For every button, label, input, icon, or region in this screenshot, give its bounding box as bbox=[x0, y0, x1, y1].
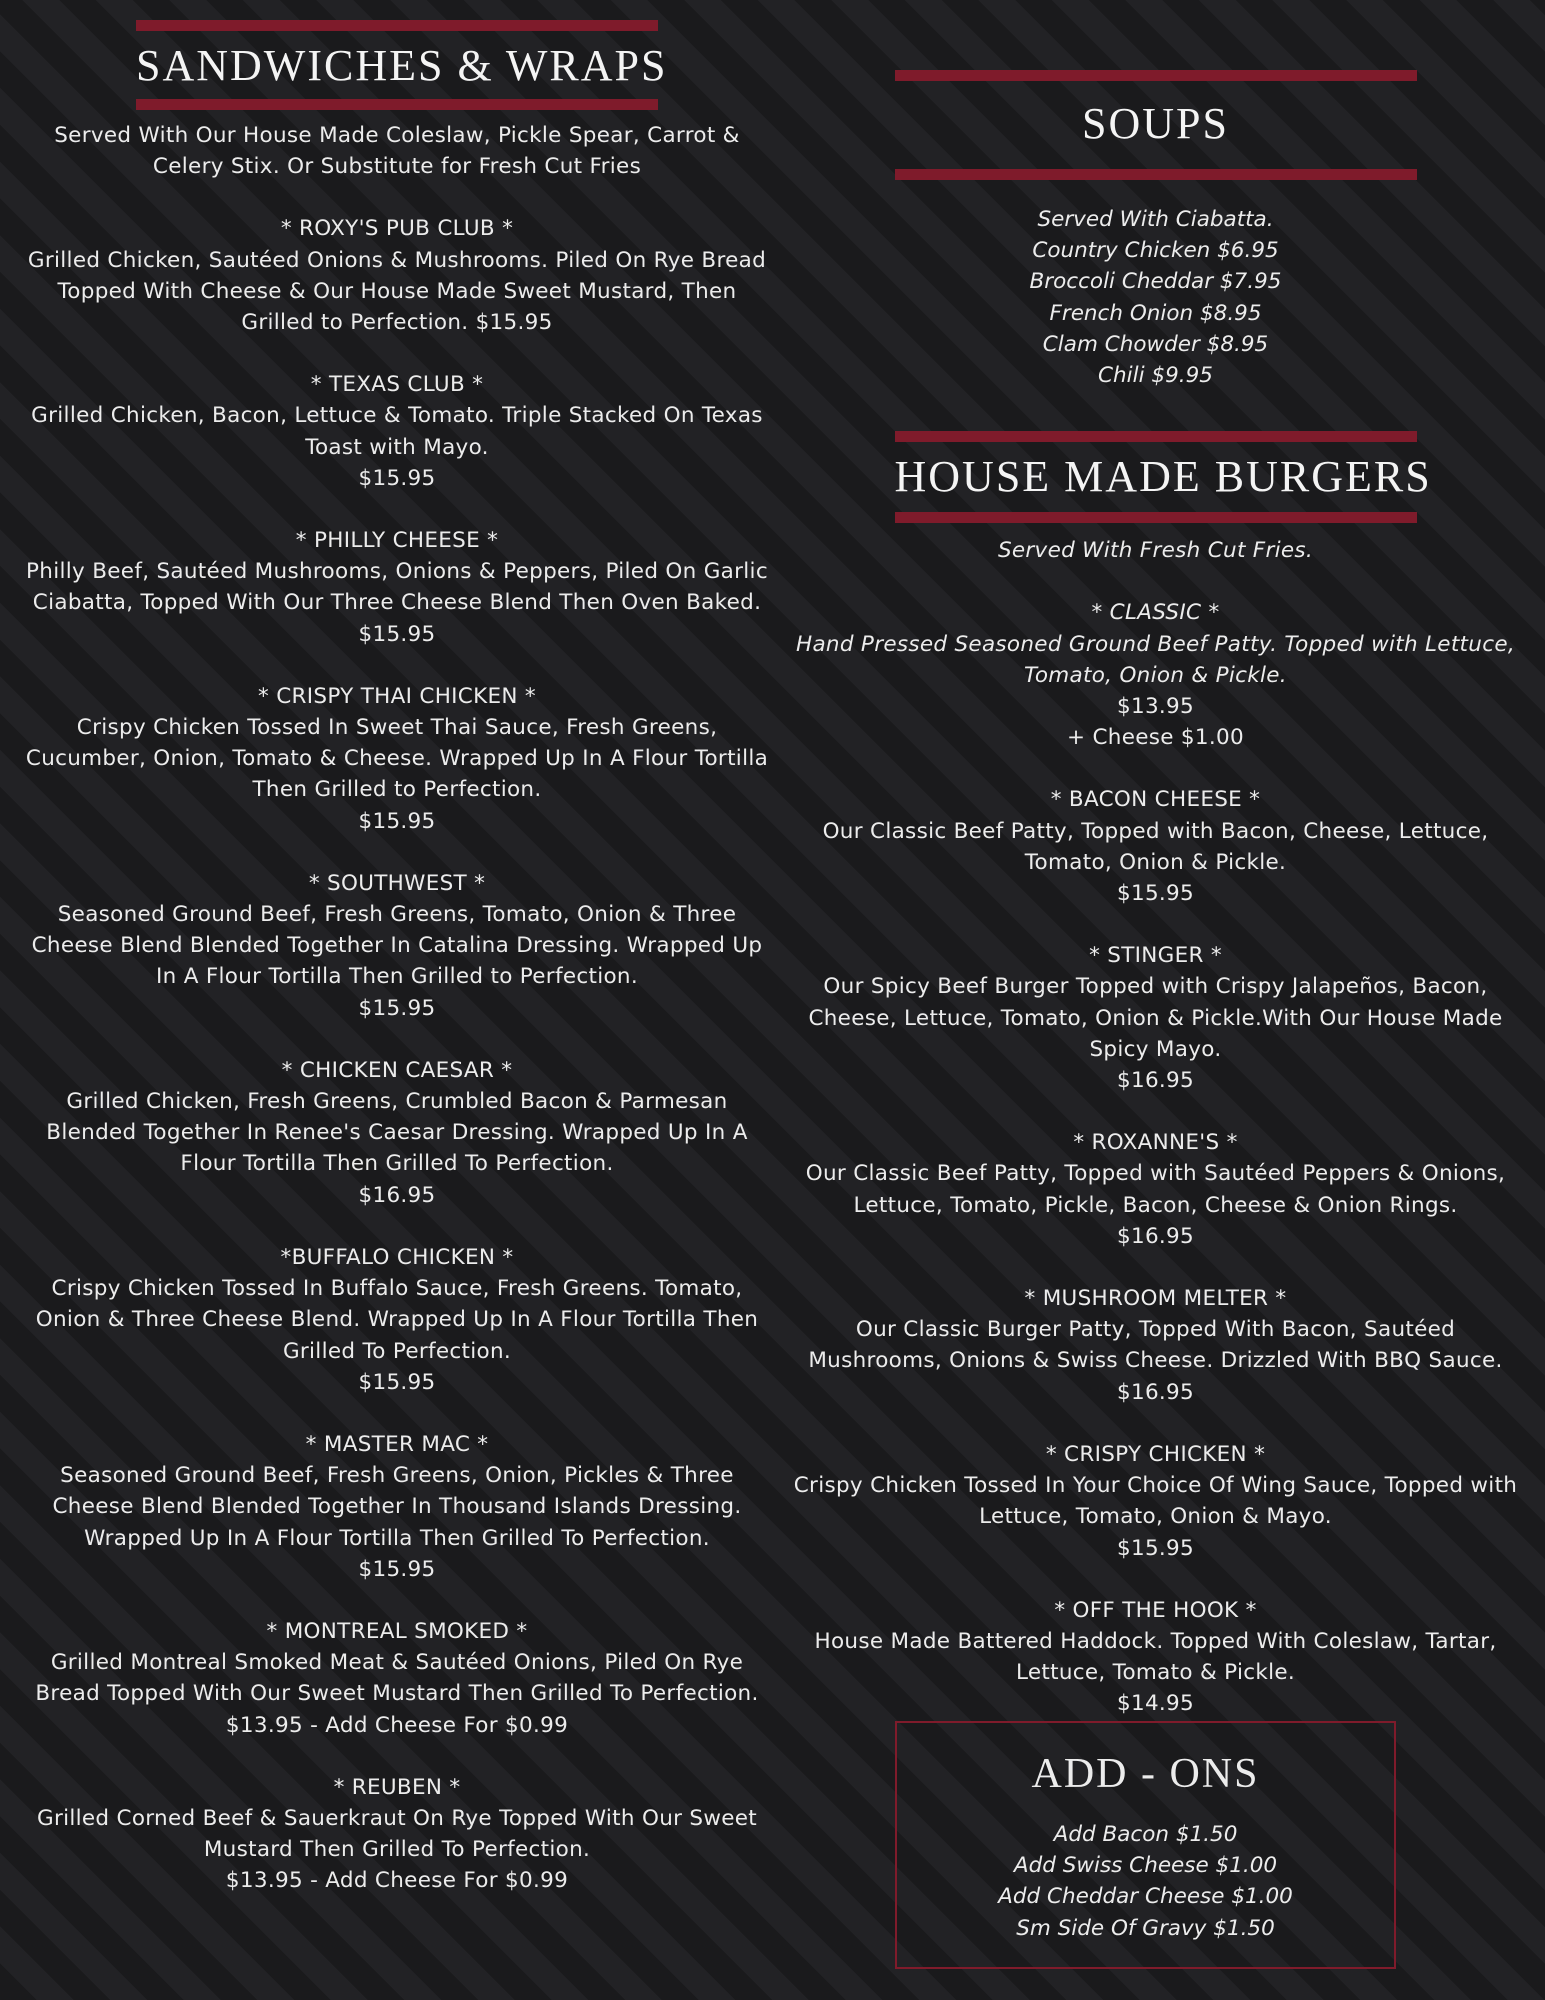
sandwiches-intro: Served With Our House Made Coleslaw, Pickle Spear, Carrot & Celery Stix. Or Substitute for Fresh Cut Fries bbox=[54, 123, 740, 180]
header-bar-bottom bbox=[895, 512, 1417, 523]
item-name: * CLASSIC * bbox=[1091, 600, 1220, 626]
item-name: * MONTREAL SMOKED * bbox=[266, 1618, 528, 1644]
menu-item bbox=[22, 681, 772, 837]
menu-item bbox=[788, 1127, 1523, 1252]
left-column bbox=[22, 20, 772, 1897]
item-description: Seasoned Ground Beef, Fresh Greens, Tomato, Onion & Three Cheese Blend Blended Together In Catalina Dressing. Wrapped Up In A Flour Tortilla Then Grilled to Perfection. bbox=[31, 902, 763, 990]
item-price: $13.95 bbox=[1116, 694, 1195, 720]
item-name: * ROXANNE'S * bbox=[1073, 1130, 1238, 1156]
item-description: Philly Beef, Sautéed Mushrooms, Onions & Peppers, Piled On Garlic Ciabatta, Topped With Our Three Cheese Blend Then Oven Baked. bbox=[26, 559, 768, 616]
item-name: *BUFFALO CHICKEN * bbox=[280, 1244, 514, 1270]
item-price: $14.95 bbox=[1116, 1691, 1195, 1717]
addon-line: Add Cheddar Cheese $1.00 bbox=[998, 1884, 1293, 1910]
header-bar-bottom bbox=[895, 169, 1417, 180]
soup-line: Clam Chowder $8.95 bbox=[1042, 331, 1269, 357]
item-description: Hand Pressed Seasoned Ground Beef Patty. Topped with Lettuce, Tomato, Onion & Pickle. bbox=[795, 631, 1515, 688]
menu-item bbox=[22, 1242, 772, 1398]
soup-line: Served With Ciabatta. bbox=[1037, 207, 1274, 232]
soups-header bbox=[895, 70, 1417, 180]
header-bar-top bbox=[895, 431, 1417, 442]
item-price: $15.95 bbox=[358, 621, 436, 647]
item-price: $13.95 - Add Cheese For $0.99 bbox=[225, 1712, 569, 1738]
addon-line: Sm Side Of Gravy $1.50 bbox=[1016, 1915, 1275, 1941]
item-price: $15.95 bbox=[358, 995, 436, 1021]
menu-item bbox=[22, 213, 772, 338]
item-description: Crispy Chicken Tossed In Buffalo Sauce, Fresh Greens. Tomato, Onion & Three Cheese Blend. Wrapped Up In A Flour Tortilla Then Grilled To Perfection. bbox=[35, 1276, 759, 1364]
item-description: Grilled Chicken, Fresh Greens, Crumbled Bacon & Parmesan Blended Together In Renee's Caesar Dressing. Wrapped Up In A Flour Tortilla Then Grilled To Perfection. bbox=[46, 1089, 748, 1177]
addons-title: ADD - ONS bbox=[1031, 1751, 1260, 1797]
item-name: * ROXY'S PUB CLUB * bbox=[280, 216, 514, 242]
item-description: House Made Battered Haddock. Topped With Coleslaw, Tartar, Lettuce, Tomato & Pickle. bbox=[814, 1628, 1497, 1686]
menu-item bbox=[788, 940, 1523, 1096]
item-price: $16.95 bbox=[358, 1182, 436, 1208]
addons-box bbox=[895, 1721, 1396, 1969]
item-name: * SOUTHWEST * bbox=[308, 870, 486, 896]
soup-line: French Onion $8.95 bbox=[1049, 300, 1262, 326]
burgers-title: HOUSE MADE BURGERS bbox=[894, 452, 1432, 502]
item-name: * CRISPY CHICKEN * bbox=[1045, 1441, 1266, 1467]
item-price: $15.95 bbox=[358, 1369, 436, 1395]
menu-item bbox=[22, 1772, 772, 1897]
item-name: * MUSHROOM MELTER * bbox=[1024, 1286, 1287, 1312]
item-name: * TEXAS CLUB * bbox=[310, 372, 484, 398]
addon-line: Add Swiss Cheese $1.00 bbox=[1013, 1853, 1278, 1879]
sandwiches-title: SANDWICHES & WRAPS bbox=[136, 41, 668, 90]
item-name: * MASTER MAC * bbox=[305, 1431, 489, 1457]
item-description: Grilled Chicken, Bacon, Lettuce & Tomato. Triple Stacked On Texas Toast with Mayo. bbox=[31, 403, 763, 460]
item-price: $15.95 bbox=[358, 465, 436, 491]
item-price: $16.95 bbox=[1116, 1223, 1195, 1249]
item-price: $15.95 bbox=[358, 1556, 436, 1582]
item-name: * PHILLY CHEESE * bbox=[295, 528, 499, 554]
item-description: Our Classic Burger Patty, Topped With Bacon, Sautéed Mushrooms, Onions & Swiss Cheese. Drizzled With BBQ Sauce. bbox=[808, 1317, 1503, 1374]
menu-item bbox=[788, 597, 1523, 753]
soup-line: Broccoli Cheddar $7.95 bbox=[1029, 269, 1282, 295]
item-description: Grilled Chicken, Sautéed Onions & Mushrooms. Piled On Rye Bread Topped With Cheese & Our House Made Sweet Mustard, Then Grilled to Perfection. $15.95 bbox=[27, 247, 767, 336]
item-description: Crispy Chicken Tossed In Your Choice Of Wing Sauce, Topped with Lettuce, Tomato, Onion & Mayo. bbox=[793, 1473, 1518, 1530]
menu-item bbox=[22, 369, 772, 494]
item-description: Our Classic Beef Patty, Topped with Sautéed Peppers & Onions, Lettuce, Tomato, Pickle, Bacon, Cheese & Onion Rings. bbox=[805, 1161, 1506, 1218]
item-price: $16.95 bbox=[1116, 1068, 1195, 1094]
item-description: Crispy Chicken Tossed In Sweet Thai Sauce, Fresh Greens, Cucumber, Onion, Tomato & Cheese. Wrapped Up In A Flour Tortilla Then Grilled to Perfection. bbox=[25, 715, 769, 803]
soup-line: Chili $9.95 bbox=[1098, 363, 1213, 389]
menu-item bbox=[788, 1439, 1523, 1564]
menu-item bbox=[22, 1429, 772, 1585]
addon-line: Add Bacon $1.50 bbox=[1053, 1822, 1238, 1847]
burgers-intro: Served With Fresh Cut Fries. bbox=[997, 538, 1314, 564]
item-description: Grilled Montreal Smoked Meat & Sautéed Onions, Piled On Rye Bread Topped With Our Sweet Mustard Then Grilled To Perfection. bbox=[35, 1650, 759, 1707]
item-name: * CRISPY THAI CHICKEN * bbox=[258, 683, 536, 709]
item-price: $15.95 bbox=[1116, 881, 1195, 907]
addons-list bbox=[897, 1819, 1394, 1944]
item-price: $16.95 bbox=[1116, 1379, 1195, 1405]
burgers-header bbox=[894, 431, 1432, 523]
item-description: Our Classic Beef Patty, Topped with Bacon, Cheese, Lettuce, Tomato, Onion & Pickle. bbox=[822, 818, 1489, 875]
item-price: $13.95 - Add Cheese For $0.99 bbox=[225, 1868, 569, 1894]
item-extra: + Cheese $1.00 bbox=[1067, 725, 1244, 751]
header-bar-top bbox=[895, 70, 1417, 81]
menu-item bbox=[22, 1055, 772, 1211]
item-description: Grilled Corned Beef & Sauerkraut On Rye Topped With Our Sweet Mustard Then Grilled To Perfection. bbox=[36, 1805, 758, 1863]
item-price: $15.95 bbox=[358, 808, 436, 834]
sandwiches-header bbox=[136, 20, 668, 110]
item-description: Our Spicy Beef Burger Topped with Crispy Jalapeños, Bacon, Cheese, Lettuce, Tomato, Onion & Pickle.With Our House Made Spicy Mayo. bbox=[808, 974, 1503, 1062]
menu-item bbox=[22, 525, 772, 650]
soups-title: SOUPS bbox=[1082, 99, 1229, 148]
menu-item bbox=[22, 868, 772, 1024]
menu-item bbox=[22, 1616, 772, 1741]
item-name: * REUBEN * bbox=[333, 1774, 461, 1800]
soup-line: Country Chicken $6.95 bbox=[1032, 238, 1279, 264]
item-name: * OFF THE HOOK * bbox=[1054, 1597, 1257, 1623]
soups-list bbox=[788, 204, 1523, 391]
item-price: $15.95 bbox=[1116, 1535, 1195, 1561]
menu-item bbox=[788, 1283, 1523, 1408]
item-name: * STINGER * bbox=[1089, 943, 1222, 969]
menu-item bbox=[788, 784, 1523, 909]
item-description: Seasoned Ground Beef, Fresh Greens, Onion, Pickles & Three Cheese Blend Blended Together In Thousand Islands Dressing. Wrapped Up In A Flour Tortilla Then Grilled To Perfection. bbox=[52, 1463, 742, 1551]
header-bar-bottom bbox=[136, 99, 658, 110]
item-name: * BACON CHEESE * bbox=[1050, 787, 1261, 813]
menu-item bbox=[788, 1595, 1523, 1720]
right-column bbox=[788, 20, 1523, 1720]
item-name: * CHICKEN CAESAR * bbox=[281, 1057, 513, 1083]
header-bar-top bbox=[136, 20, 658, 31]
